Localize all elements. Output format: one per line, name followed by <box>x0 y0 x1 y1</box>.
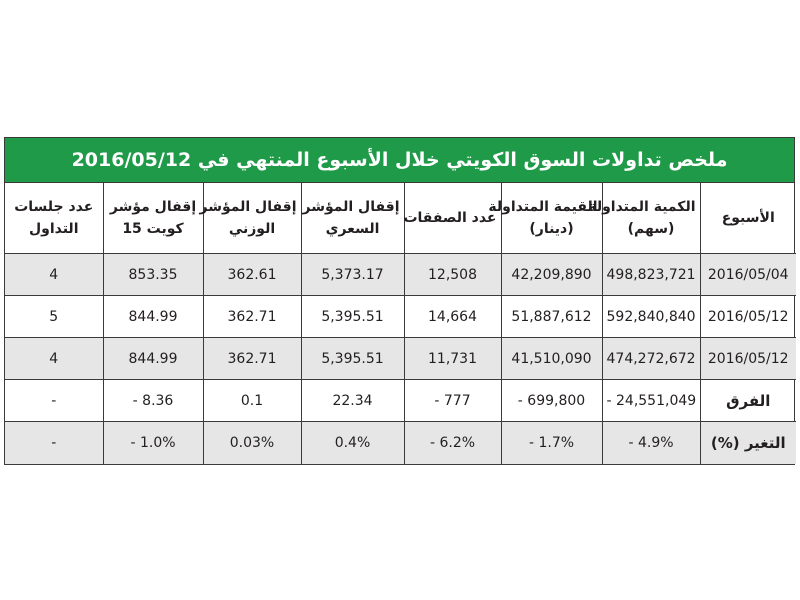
cell-week: التغير (%) <box>700 422 796 464</box>
cell-week: 2016/05/12 <box>700 296 796 338</box>
cell-value: 42,209,890 <box>501 254 602 296</box>
cell-value: - 1.7% <box>501 422 602 464</box>
cell-weighted-index: 362.61 <box>203 254 301 296</box>
cell-price-index: 5,395.51 <box>301 338 404 380</box>
cell-volume: 474,272,672 <box>602 338 700 380</box>
header-weighted-index: إقفال المؤشر الوزني <box>203 183 301 254</box>
cell-value: 41,510,090 <box>501 338 602 380</box>
header-kuwait15-index: إقفال مؤشر كويت 15 <box>103 183 203 254</box>
cell-deals: 12,508 <box>404 254 501 296</box>
cell-value: - 699,800 <box>501 380 602 422</box>
cell-volume: - 4.9% <box>602 422 700 464</box>
header-deals: عدد الصفقات <box>404 183 501 254</box>
cell-week: 2016/05/12 <box>700 338 796 380</box>
header-week: الأسبوع <box>700 183 796 254</box>
table-row <box>5 296 796 338</box>
cell-deals: - 777 <box>404 380 501 422</box>
cell-volume: 498,823,721 <box>602 254 700 296</box>
cell-sessions: - <box>5 422 103 464</box>
cell-week: الفرق <box>700 380 796 422</box>
cell-price-index: 0.4% <box>301 422 404 464</box>
cell-deals: - 6.2% <box>404 422 501 464</box>
cell-deals: 14,664 <box>404 296 501 338</box>
header-sessions: عدد جلسات التداول <box>5 183 103 254</box>
header-value: القيمة المتداولة (دينار) <box>501 183 602 254</box>
cell-deals: 11,731 <box>404 338 501 380</box>
table-row <box>5 338 796 380</box>
cell-volume: - 24,551,049 <box>602 380 700 422</box>
cell-price-index: 5,373.17 <box>301 254 404 296</box>
cell-kuwait15-index: - 1.0% <box>103 422 203 464</box>
summary-table <box>4 137 795 465</box>
cell-weighted-index: 362.71 <box>203 338 301 380</box>
cell-kuwait15-index: 844.99 <box>103 338 203 380</box>
cell-sessions: 4 <box>5 338 103 380</box>
header-row <box>5 183 796 254</box>
cell-weighted-index: 0.1 <box>203 380 301 422</box>
data-grid <box>5 183 796 464</box>
cell-weighted-index: 362.71 <box>203 296 301 338</box>
cell-kuwait15-index: - 8.36 <box>103 380 203 422</box>
table-row <box>5 380 796 422</box>
table-row <box>5 422 796 464</box>
cell-week: 2016/05/04 <box>700 254 796 296</box>
cell-kuwait15-index: 853.35 <box>103 254 203 296</box>
cell-sessions: 4 <box>5 254 103 296</box>
cell-value: 51,887,612 <box>501 296 602 338</box>
header-volume: الكمية المتداولة (سهم) <box>602 183 700 254</box>
cell-sessions: - <box>5 380 103 422</box>
cell-weighted-index: 0.03% <box>203 422 301 464</box>
cell-kuwait15-index: 844.99 <box>103 296 203 338</box>
cell-sessions: 5 <box>5 296 103 338</box>
cell-volume: 592,840,840 <box>602 296 700 338</box>
cell-price-index: 22.34 <box>301 380 404 422</box>
header-price-index: إقفال المؤشر السعري <box>301 183 404 254</box>
table-title: ملخص تداولات السوق الكويتي خلال الأسبوع المنتهي في 2016/05/12 <box>5 138 794 183</box>
cell-price-index: 5,395.51 <box>301 296 404 338</box>
table-row <box>5 254 796 296</box>
